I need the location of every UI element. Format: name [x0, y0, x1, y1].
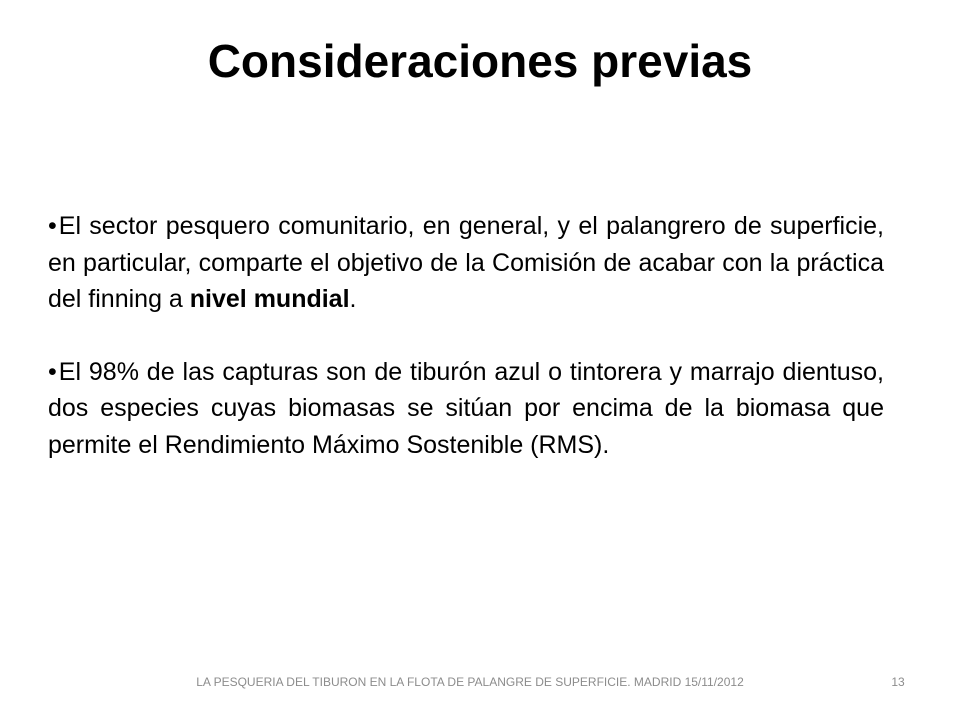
- page-number: 13: [891, 675, 905, 689]
- bullet-marker: •: [48, 212, 57, 240]
- bullet-marker: •: [48, 357, 57, 386]
- slide-title: Consideraciones previas: [207, 35, 753, 87]
- slide-body: [48, 208, 884, 463]
- bullet-item-finning: [48, 208, 884, 318]
- slide-footer: LA PESQUERIA DEL TIBURON EN LA FLOTA DE PALANGRE DE SUPERFICIE. MADRID 15/11/2012: [196, 675, 744, 689]
- bullet-item-capturas: [48, 354, 884, 464]
- bullet-text: El 98% de las capturas son de tiburón azul o tintorera y marrajo dientuso, dos especies cuyas biomasas se sitúan por encima de la biomasa que permite el Rendimiento Máximo Sostenible (RMS).: [48, 357, 884, 459]
- bullet-bold-text: nivel mundial: [189, 285, 350, 313]
- bullet-text: El sector pesquero comunitario, en general, y el palangrero de superficie, en particular, comparte el objetivo de la Comisión de acabar con la práctica del finning a: [48, 212, 884, 313]
- bullet-text-end: .: [349, 285, 357, 313]
